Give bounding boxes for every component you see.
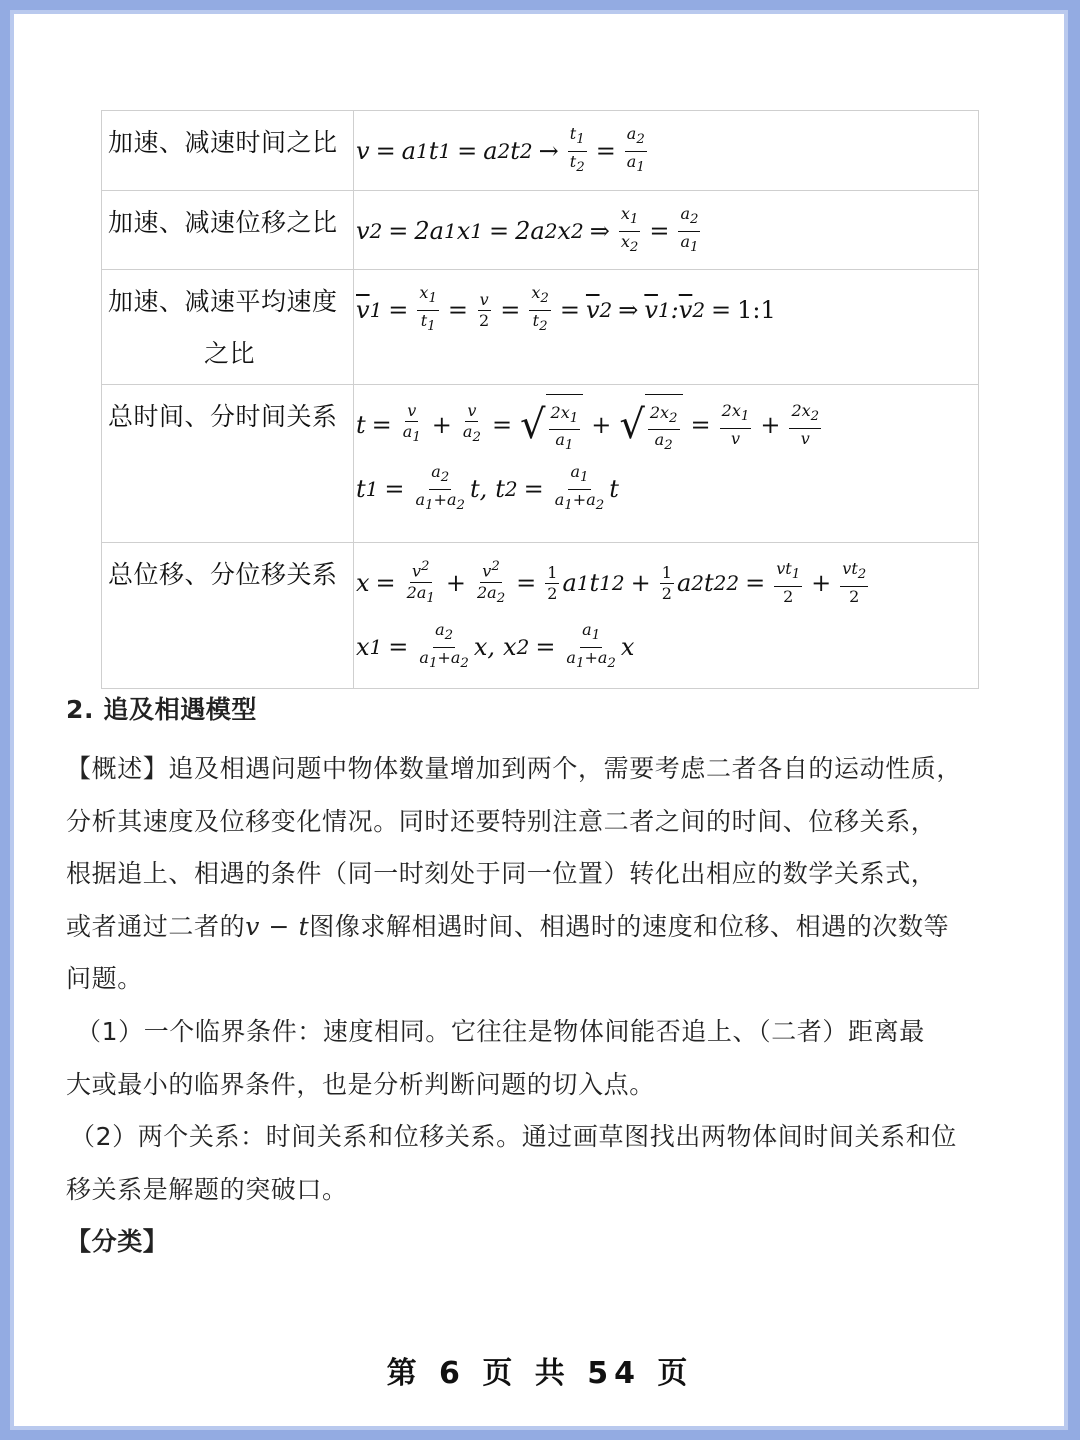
row-formula: t = $\frac{v}{a_1}$ + $\frac{v}{a_2}$ = √ $\frac{2x_1}{a_1}$ + √ $\frac{2x_2}{a_2}$ = $\frac{2x_1}{v}$ + $\frac{2x_2}{v}$ t 1 = $\frac{a_2}{a_1+a_2}$ t, t 2 = $\frac{a_1}{a_1+a_2}$ t: [354, 385, 979, 543]
inline-math: v − t: [245, 911, 310, 941]
section-body: [66, 743, 1026, 1269]
table-row: [102, 543, 979, 689]
formula-table: [101, 110, 979, 689]
table-row: [102, 111, 979, 191]
paragraph-line: 根据追上、相遇的条件（同一时刻处于同一位置）转化出相应的数学关系式，: [66, 859, 937, 889]
row-label: 加速、减速位移之比: [102, 191, 354, 270]
row-label-line1: 加速、减速平均速度: [108, 287, 338, 316]
paragraph-line: 大或最小的临界条件，也是分析判断问题的切入点。: [66, 1069, 655, 1099]
table-row: [102, 270, 979, 385]
paragraph-line: 【概述】追及相遇问题中物体数量增加到两个，需要考虑二者各自的运动性质，: [66, 754, 963, 783]
paragraph-line: 问题。: [66, 964, 143, 994]
row-formula: v 2 = 2a 1 x 1 = 2a 2 x 2 ⇒ $\frac{x_1}{x_2}$ = $\frac{a_2}{a_1}$: [354, 191, 979, 270]
paragraph-line: 移关系是解题的突破口。: [66, 1174, 348, 1204]
row-label-line2: 之比: [204, 339, 256, 368]
paragraph-line: （1）一个临界条件：速度相同。它往往是物体间能否追上、（二者）距离最: [76, 1016, 925, 1046]
paragraph-line: 【分类】: [66, 1227, 169, 1257]
row-label: 总时间、分时间关系: [102, 385, 354, 543]
paragraph-line: （2）两个关系：时间关系和位移关系。通过画草图找出两物体间时间关系和位: [70, 1122, 957, 1152]
paragraph-line: 分析其速度及位移变化情况。同时还要特别注意二者之间的时间、位移关系，: [66, 806, 937, 836]
paragraph-line: [66, 901, 1026, 954]
table-row: [102, 191, 979, 270]
document-page: [20, 20, 1060, 1420]
section-heading: 2. 追及相遇模型: [66, 695, 257, 724]
row-label: 加速、减速时间之比: [102, 111, 354, 191]
text-run: 或者通过二者的: [66, 911, 246, 941]
row-formula: x = $\frac{v^2}{2a_1}$ + $\frac{v^2}{2a_2}$ = $\frac{1}{2}$ a 1 t 1 2 + $\frac{1}{2}$ a 2 t 2 2 = $\frac{vt_1}{2}$ + $\frac{vt_2}{2}$ x 1 = $\frac{a_2}{a_1+a_2}$ x, x 2 = $\frac{a_1}{a_1+a_2}$ x: [354, 543, 979, 689]
table-row: [102, 385, 979, 543]
row-formula: $\overline{v}$ 1 = $\frac{x_1}{t_1}$ = $\frac{v}{2}$ = $\frac{x_2}{t_2}$ = $\overline{v}$ 2 ⇒ $\overline{v}$ 1 : $\overline{v}$ 2 = 1:1: [354, 270, 979, 385]
row-label: [102, 270, 354, 385]
row-label: 总位移、分位移关系: [102, 543, 354, 689]
page-number: 第 6 页 共 54 页: [386, 1356, 694, 1391]
row-formula: v = a 1 t 1 = a 2 t 2 → $\frac{t_1}{t_2}$ = $\frac{a_2}{a_1}$: [354, 111, 979, 191]
text-run: 图像求解相遇时间、相遇时的速度和位移、相遇的次数等: [309, 911, 950, 941]
